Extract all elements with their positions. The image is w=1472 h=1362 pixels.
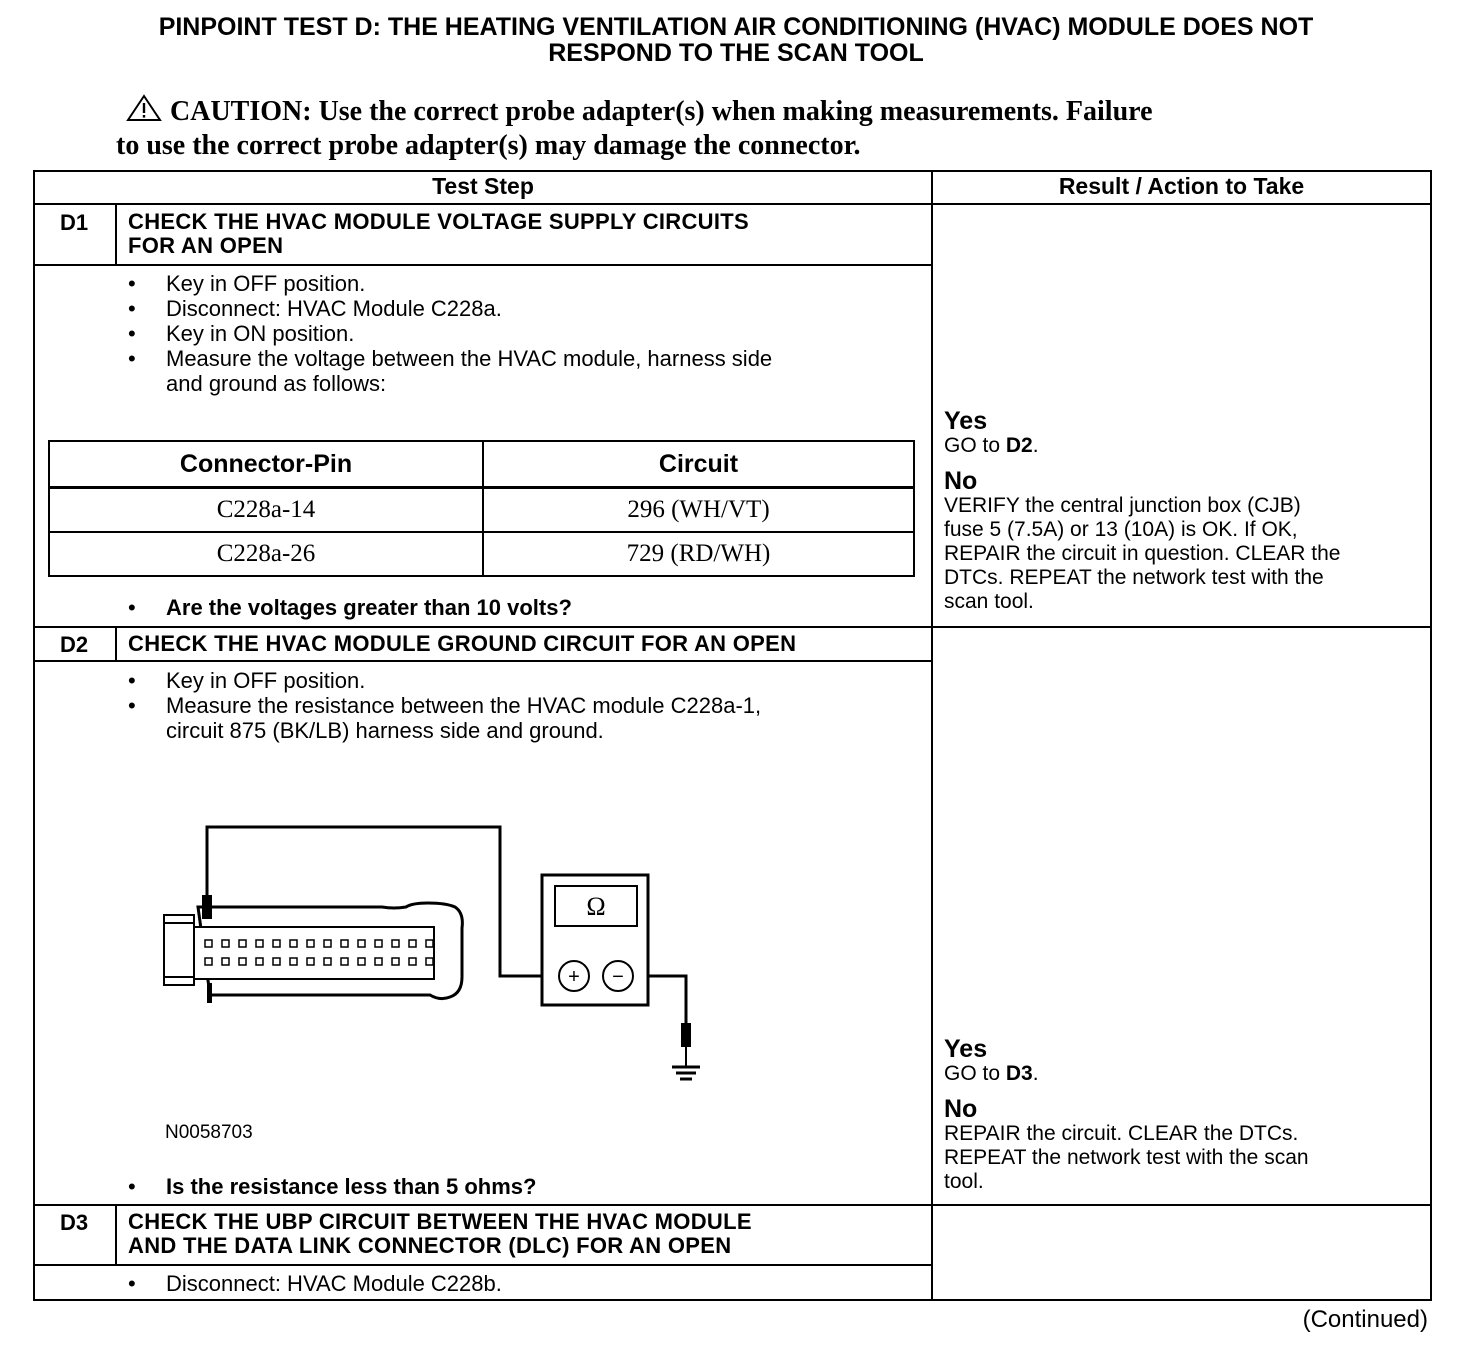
caution-label: CAUTION:	[170, 96, 312, 127]
step-title-d1-line1: CHECK THE HVAC MODULE VOLTAGE SUPPLY CIRCUITS	[128, 209, 749, 234]
connector-pin-table	[48, 440, 915, 577]
list-item: • Key in OFF position.	[128, 668, 918, 693]
d1-yes-action-post: .	[1032, 434, 1039, 457]
d2-yes-action-target: D3	[1005, 1062, 1033, 1085]
step-title-d3	[128, 1210, 752, 1258]
d1-no-line: fuse 5 (7.5A) or 13 (10A) is OK. If OK,	[944, 518, 1298, 541]
d2-d3-divider	[33, 1204, 1432, 1206]
d2-bullet2-line2: circuit 875 (BK/LB) harness side and ground.	[166, 718, 604, 743]
list-item	[128, 693, 918, 743]
d1-yes-action-pre: GO to	[944, 434, 1001, 457]
list-item: • Key in ON position.	[128, 321, 918, 346]
list-item: • Key in OFF position.	[128, 271, 918, 296]
table-row	[49, 488, 914, 533]
d1-no-line: DTCs. REPEAT the network test with the	[944, 566, 1324, 589]
list-item: • Disconnect: HVAC Module C228a.	[128, 296, 918, 321]
d2-bullets	[128, 668, 918, 743]
column-divider	[931, 170, 933, 1301]
page-title-line1: PINPOINT TEST D: THE HEATING VENTILATION AIR CONDITIONING (HVAC) MODULE DOES NOT	[158, 13, 1314, 41]
page-title	[0, 14, 1472, 66]
d2-no-line: tool.	[944, 1170, 984, 1193]
d1-yes-label: Yes	[944, 407, 988, 435]
d3-title-divider	[33, 1264, 932, 1266]
figure-id: N0058703	[165, 1122, 253, 1143]
pin-cell: C228a-14	[49, 488, 483, 533]
table-row	[49, 532, 914, 576]
caution-notice	[116, 94, 1376, 162]
d1-no-line: scan tool.	[944, 590, 1034, 613]
d1-bullets	[128, 271, 918, 396]
d2-yes-action-pre: GO to	[944, 1062, 1001, 1085]
step-id-divider-d3	[115, 1204, 117, 1265]
step-id-divider-d2	[115, 626, 117, 662]
pin-table-header-connector: Connector-Pin	[49, 441, 483, 488]
d2-title-divider	[33, 660, 932, 662]
step-title-d3-line1: CHECK THE UBP CIRCUIT BETWEEN THE HVAC MODULE	[128, 1209, 752, 1234]
step-title-d1	[128, 210, 749, 258]
d1-no-label: No	[944, 467, 978, 495]
circuit-cell: 729 (RD/WH)	[483, 532, 914, 576]
d1-no-line: REPAIR the circuit in question. CLEAR the	[944, 542, 1341, 565]
d2-result	[944, 1036, 1430, 1194]
ground-icon	[672, 1023, 700, 1079]
d1-title-divider	[33, 264, 932, 266]
step-title-d3-line2: AND THE DATA LINK CONNECTOR (DLC) FOR AN OPEN	[128, 1233, 732, 1258]
step-title-d2: CHECK THE HVAC MODULE GROUND CIRCUIT FOR AN OPEN	[128, 631, 797, 656]
d2-no-label: No	[944, 1095, 978, 1123]
header-divider	[33, 203, 1432, 205]
pin-table-header-circuit: Circuit	[483, 441, 914, 488]
caution-line1: Use the correct probe adapter(s) when making measurements. Failure	[318, 96, 1153, 127]
probe-tip	[202, 895, 212, 919]
minus-terminal: −	[612, 966, 624, 988]
d1-d2-divider	[33, 626, 1432, 628]
d3-bullets	[128, 1271, 918, 1296]
d2-question: • Is the resistance less than 5 ohms?	[128, 1174, 536, 1200]
d1-bullet4-line1: Measure the voltage between the HVAC module, harness side	[166, 346, 773, 371]
ohm-symbol: Ω	[586, 892, 606, 921]
plus-terminal: +	[568, 966, 580, 988]
header-result: Result / Action to Take	[1058, 173, 1305, 199]
d1-bullet4-line2: and ground as follows:	[166, 371, 387, 396]
warning-triangle-icon	[126, 94, 162, 130]
header-test-step: Test Step	[432, 173, 534, 199]
ohmmeter	[542, 875, 648, 1005]
step-id-d2: D2	[59, 632, 89, 657]
probe-tail	[207, 983, 212, 1003]
d2-no-line: REPAIR the circuit. CLEAR the DTCs.	[944, 1122, 1299, 1145]
d2-yes-action-post: .	[1032, 1062, 1039, 1085]
step-title-d1-line2: FOR AN OPEN	[128, 233, 284, 258]
page-title-line2: RESPOND TO THE SCAN TOOL	[548, 39, 924, 67]
d2-yes-label: Yes	[944, 1035, 988, 1063]
pin-cell: C228a-26	[49, 532, 483, 576]
step-id-d1: D1	[59, 210, 89, 235]
continued-label: (Continued)	[1302, 1306, 1428, 1333]
d1-no-line: VERIFY the central junction box (CJB)	[944, 494, 1301, 517]
caution-line2: to use the correct probe adapter(s) may damage the connector.	[116, 130, 861, 161]
step-id-d3: D3	[59, 1210, 89, 1235]
d2-no-line: REPEAT the network test with the scan	[944, 1146, 1309, 1169]
step-id-divider-d1	[115, 204, 117, 265]
circuit-cell: 296 (WH/VT)	[483, 488, 914, 533]
d2-bullet2-line1: Measure the resistance between the HVAC module C228a-1,	[166, 693, 762, 718]
list-item: • Disconnect: HVAC Module C228b.	[128, 1271, 918, 1296]
d1-result	[944, 408, 1430, 614]
d1-yes-action-target: D2	[1005, 434, 1033, 457]
resistance-measurement-diagram	[150, 815, 710, 1095]
d1-question: • Are the voltages greater than 10 volts?	[128, 595, 572, 621]
list-item	[128, 346, 918, 396]
